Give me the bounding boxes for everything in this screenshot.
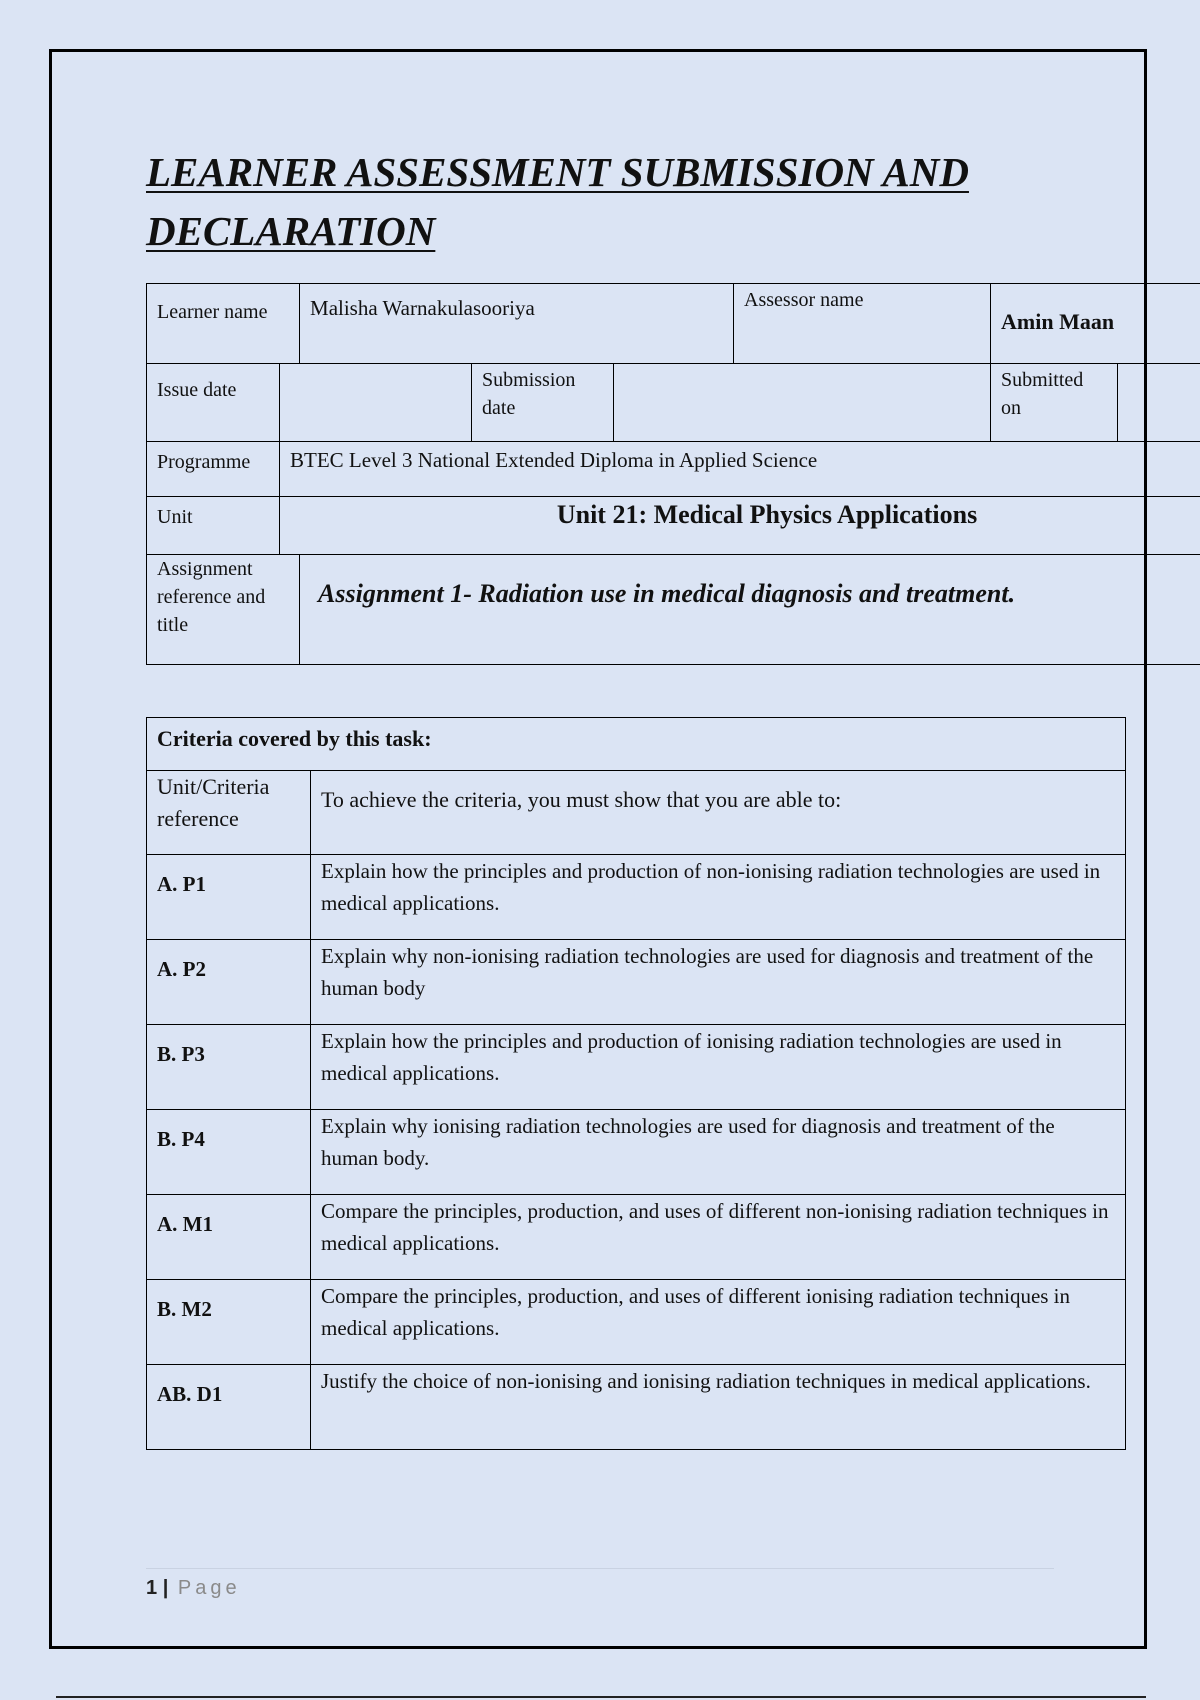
criteria-text: Explain how the principles and production of non-ionising radiation technologies are used in medical applications. — [311, 855, 1126, 940]
assessor-name-value: Amin Maan — [991, 284, 1200, 364]
submission-date-label: Submission date — [472, 364, 614, 442]
page-separator: | — [162, 1577, 169, 1599]
criteria-row — [147, 1280, 1126, 1365]
criteria-text: Explain how the principles and production of ionising radiation technologies are used in medical applications. — [311, 1025, 1126, 1110]
assignment-value: Assignment 1- Radiation use in medical diagnosis and treatment. — [300, 555, 1200, 665]
criteria-text: Explain why ionising radiation technologies are used for diagnosis and treatment of the human body. — [311, 1110, 1126, 1195]
learner-name-label: Learner name — [147, 284, 300, 364]
page-footer — [146, 1568, 1054, 1600]
assignment-label: Assignment reference and title — [147, 555, 300, 665]
unit-value: Unit 21: Medical Physics Applications — [280, 497, 1200, 555]
submitted-on-label: Submitted on — [991, 364, 1118, 442]
criteria-table — [146, 717, 1126, 1450]
programme-value: BTEC Level 3 National Extended Diploma in Applied Science — [280, 442, 1200, 497]
issue-date-label: Issue date — [147, 364, 280, 442]
criteria-text: Explain why non-ionising radiation technologies are used for diagnosis and treatment of the human body — [311, 940, 1126, 1025]
criteria-ref-header: Unit/Criteria reference — [147, 771, 311, 855]
criteria-row — [147, 1365, 1126, 1450]
criteria-ref: AB. D1 — [147, 1365, 311, 1450]
issue-date-value — [280, 364, 472, 442]
programme-row — [147, 442, 1200, 497]
criteria-ref: A. M1 — [147, 1195, 311, 1280]
criteria-ref: A. P1 — [147, 855, 311, 940]
criteria-row — [147, 1025, 1126, 1110]
criteria-row — [147, 1195, 1126, 1280]
page-word: Page — [177, 1577, 241, 1599]
page-number: 1 — [146, 1577, 158, 1599]
programme-label: Programme — [147, 442, 280, 497]
criteria-text: Justify the choice of non-ionising and ionising radiation techniques in medical applications. — [311, 1365, 1126, 1450]
unit-row — [147, 497, 1200, 555]
criteria-text: Compare the principles, production, and uses of different ionising radiation techniques in medical applications. — [311, 1280, 1126, 1365]
dates-row — [147, 364, 1200, 442]
criteria-ref: A. P2 — [147, 940, 311, 1025]
assignment-row — [147, 555, 1200, 665]
learner-name-value: Malisha Warnakulasooriya — [300, 284, 734, 364]
submitted-on-value — [1118, 364, 1200, 442]
criteria-ref: B. M2 — [147, 1280, 311, 1365]
bottom-divider — [56, 1696, 1146, 1698]
learner-row — [147, 284, 1200, 364]
criteria-desc-header: To achieve the criteria, you must show that you are able to: — [311, 771, 1126, 855]
criteria-ref: B. P3 — [147, 1025, 311, 1110]
document-title: LEARNER ASSESSMENT SUBMISSION AND DECLARATION — [146, 149, 969, 254]
learner-info-table — [146, 283, 1200, 665]
assessor-name-label: Assessor name — [734, 284, 991, 364]
submission-date-value — [614, 364, 991, 442]
criteria-heading: Criteria covered by this task: — [147, 718, 1126, 771]
unit-label: Unit — [147, 497, 280, 555]
criteria-row — [147, 855, 1126, 940]
criteria-row — [147, 940, 1126, 1025]
criteria-row — [147, 1110, 1126, 1195]
criteria-text: Compare the principles, production, and uses of different non-ionising radiation techniques in medical applications. — [311, 1195, 1126, 1280]
criteria-ref: B. P4 — [147, 1110, 311, 1195]
